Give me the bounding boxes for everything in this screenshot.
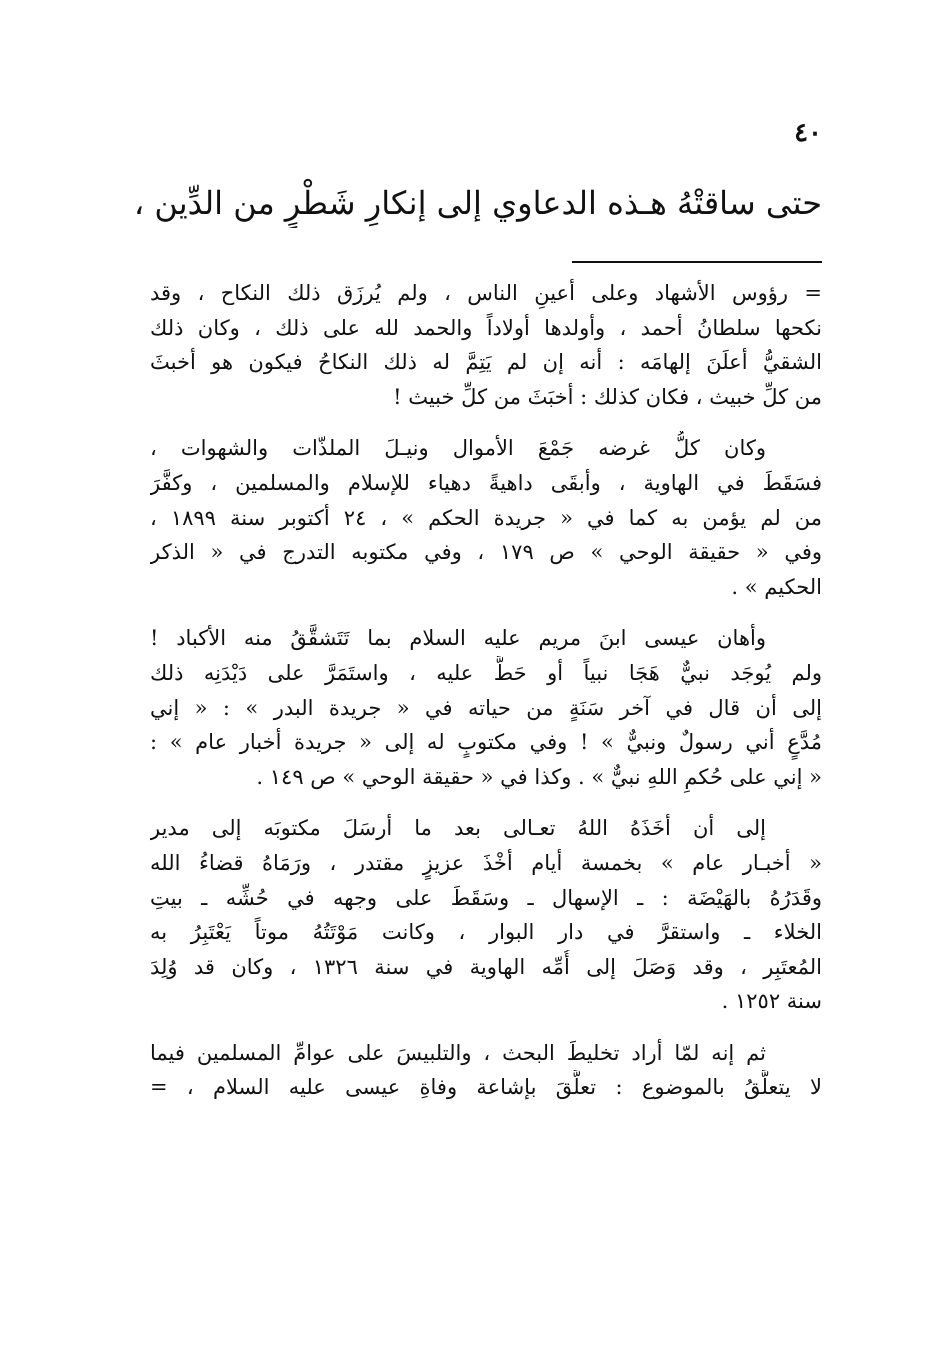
footnote-line: من كلِّ خبيث ، فكان كذلك : أخبَثَ من كلِّ خبيث ! (393, 384, 822, 409)
footnote-paragraph (150, 621, 822, 794)
footnote-line: إلى أن قال في آخر سَنَةٍ من حياته في « جريدة البدر » : « إني (150, 695, 822, 720)
footnote-line: فسَقَطَ في الهاوية ، وأبقَى داهيةً دهياء للإسلام والمسلمين ، وكفَّرَ (150, 470, 822, 495)
footnote-line: الخلاء ـ واستقرَّ في دار البوار ، وكانت مَوْتَتُهُ موتاً يَعْتَبِرُ به (150, 920, 822, 945)
footnote-line: وكان كلُّ غرضه جَمْعَ الأموال ونيـلَ الملذّات والشهوات ، (150, 436, 766, 461)
footnote-line: = رؤوس الأشهاد وعلى أعينِ الناس ، ولم يُرزَق ذلك النكاح ، وقد (150, 281, 822, 305)
footnote-paragraph (150, 431, 822, 604)
footnote-line: ثم إنه لمّا أراد تخليطَ البحث ، والتلبيسَ على عوامِّ المسلمين فيما (150, 1040, 766, 1065)
footnote-line: من لم يؤمن به كما في « جريدة الحكم » ، ٢٤ أكتوبر سنة ١٨٩٩ ، (150, 505, 822, 530)
footnote-separator-rule (572, 261, 822, 263)
footnote-line: وفي « حقيقة الوحي » ص ١٧٩ ، وفي مكتوبه التدرج في « الذكر (150, 540, 822, 565)
footnote-line: وأهان عيسى ابنَ مريم عليه السلام بما تَتَشقَّقُ منه الأكباد ! (150, 626, 766, 651)
footnote-line: وقَدَرُهُ بالهَيْضَة : ـ الإسهال ـ وسَقَطَ على وجهه في حُشِّه ـ بيتِ (150, 885, 822, 910)
footnote-line: المُعتَبِر ، وقد وَصَلَ إلى أُمِّه الهاوية في سنة ١٣٢٦ ، وكان قد وُلِدَ (150, 954, 822, 979)
footnotes-section (150, 276, 822, 1122)
main-text-line: حتى ساقتْهُ هـذه الدعاوي إلى إنكارِ شَطْرٍ من الدِّين ، (133, 184, 822, 222)
footnote-line: مُدَّعٍ أني رسولٌ ونبيٌّ » ! وفي مكتوبٍ له إلى « جريدة أخبار عام » : (150, 730, 822, 755)
footnote-paragraph (150, 811, 822, 1019)
footnote-line: سنة ١٢٥٢ . (721, 989, 822, 1014)
footnote-line: الشقيُّ أعلَنَ إلهامَه : أنه إن لم يَتِمَّ له ذلك النكاحُ فيكون هو أخبثَ (150, 350, 822, 375)
footnote-line: الحكيم » . (731, 574, 822, 599)
footnote-line: ولم يُوجَد نبيٌّ هَجَا نبياً أو حَطَّ عليه ، واستَمَرَّ على دَيْدَنِه ذلك (150, 660, 822, 685)
footnote-line: « إني على حُكمِ اللهِ نبيٌّ » . وكذا في « حقيقة الوحي » ص ١٤٩ . (256, 764, 822, 789)
footnote-line: إلى أن أخَذَهُ اللهُ تعـالى بعد ما أرسَلَ مكتوبَه إلى مدير (150, 816, 766, 841)
footnote-paragraph (150, 276, 822, 414)
footnote-paragraph (150, 1036, 822, 1105)
footnote-line: لا يتعلَّقُ بالموضوع : تعلَّقَ بإشاعة وفاةِ عيسى عليه السلام ، = (150, 1075, 822, 1100)
footnote-line: نكحها سلطانُ أحمد ، وأولدها أولاداً والحمد لله على ذلك ، وكان ذلك (150, 315, 822, 340)
page-number: ٤٠ (794, 118, 822, 148)
footnote-line: « أخبـار عام » بخمسة أيام أخْذَ عزيزٍ مقتدر ، ورَمَاهُ قضاءُ الله (150, 850, 822, 875)
